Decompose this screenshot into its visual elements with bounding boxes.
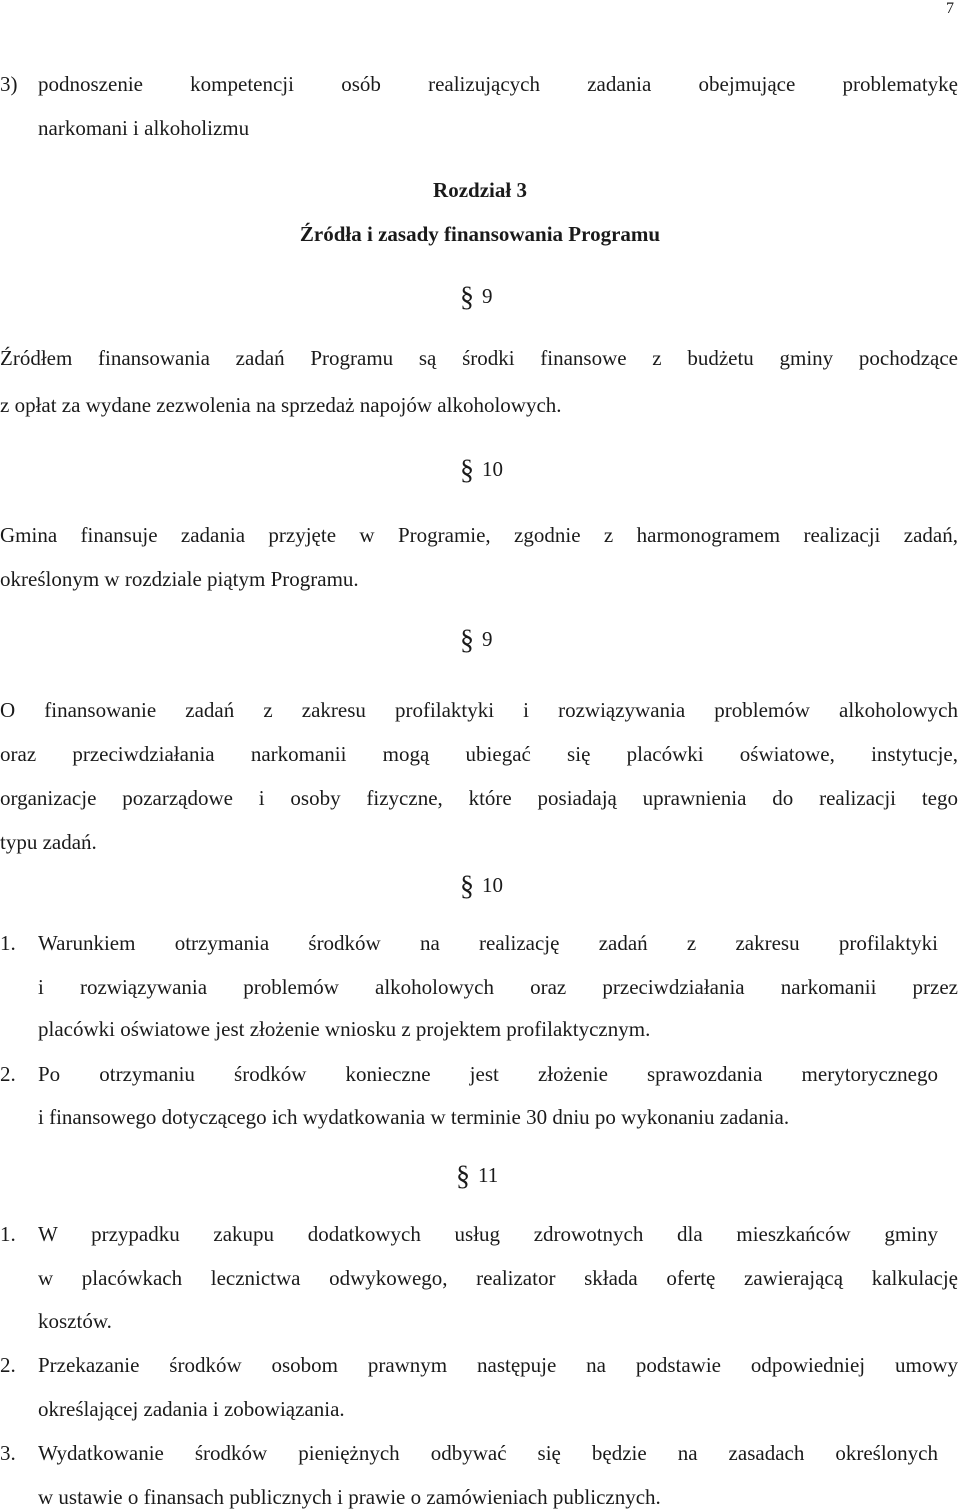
section-number: 11 <box>478 1163 499 1187</box>
list-item-number: 3) <box>0 72 18 96</box>
paragraph-line: określonym w rozdziale piątym Programu. <box>0 567 359 591</box>
list-item-line: i rozwiązywania problemów alkoholowych oraz przeciwdziałania narkomanii przez <box>38 975 958 999</box>
paragraph-line: organizacje pozarządowe i osoby fizyczne, które posiadają uprawnienia do realizacji tego <box>0 786 958 810</box>
section-number: 10 <box>482 457 503 481</box>
list-item-line: określającej zadania i zobowiązania. <box>38 1397 345 1421</box>
section-heading <box>460 456 503 484</box>
list-item-line: kosztów. <box>38 1309 112 1333</box>
paragraph-line: typu zadań. <box>0 830 97 854</box>
list-item-number: 3. <box>0 1441 16 1465</box>
list-item-line: narkomani i alkoholizmu <box>38 116 250 140</box>
list-item-number: 1. <box>0 1222 16 1246</box>
section-heading <box>460 872 503 900</box>
paragraph-line: oraz przeciwdziałania narkomanii mogą ubiegać się placówki oświatowe, instytucje, <box>0 742 958 766</box>
list-item-line: W przypadku zakupu dodatkowych usług zdrowotnych dla mieszkańców gminy <box>38 1222 938 1246</box>
section-sign: § <box>460 871 474 902</box>
list-item-number: 1. <box>0 931 16 955</box>
section-heading <box>460 626 493 654</box>
section-heading <box>460 283 493 311</box>
paragraph-line: z opłat za wydane zezwolenia na sprzedaż napojów alkoholowych. <box>0 393 562 417</box>
paragraph-line: O finansowanie zadań z zakresu profilaktyki i rozwiązywania problemów alkoholowych <box>0 698 958 722</box>
section-sign: § <box>456 1161 470 1192</box>
section-sign: § <box>460 282 474 313</box>
paragraph-line: Gmina finansuje zadania przyjęte w Programie, zgodnie z harmonogramem realizacji zadań, <box>0 523 958 547</box>
list-item-line: Po otrzymaniu środków konieczne jest złożenie sprawozdania merytorycznego <box>38 1062 938 1086</box>
list-item-line: Warunkiem otrzymania środków na realizację zadań z zakresu profilaktyki <box>38 931 938 955</box>
section-sign: § <box>460 455 474 486</box>
list-item-line: Wydatkowanie środków pieniężnych odbywać się będzie na zasadach określonych <box>38 1441 938 1465</box>
page-number: 7 <box>946 0 954 17</box>
list-item-line: i finansowego dotyczącego ich wydatkowania w terminie 30 dniu po wykonaniu zadania. <box>38 1105 790 1129</box>
section-sign: § <box>460 625 474 656</box>
section-number: 9 <box>482 627 493 651</box>
section-number: 9 <box>482 284 493 308</box>
chapter-title: Źródła i zasady finansowania Programu <box>299 222 661 246</box>
list-item-number: 2. <box>0 1353 16 1377</box>
list-item-line: placówki oświatowe jest złożenie wniosku z projektem profilaktycznym. <box>38 1017 651 1041</box>
list-item-line: podnoszenie kompetencji osób realizujących zadania obejmujące problematykę <box>38 72 958 96</box>
chapter-number: Rozdział 3 <box>433 178 527 202</box>
section-number: 10 <box>482 873 503 897</box>
list-item-line: Przekazanie środków osobom prawnym następuje na podstawie odpowiedniej umowy <box>38 1353 958 1377</box>
list-item-line: w ustawie o finansach publicznych i prawie o zamówieniach publicznych. <box>38 1485 661 1509</box>
paragraph-line: Źródłem finansowania zadań Programu są środki finansowe z budżetu gminy pochodzące <box>0 346 958 370</box>
list-item-line: w placówkach lecznictwa odwykowego, realizator składa ofertę zawierającą kalkulację <box>38 1266 958 1290</box>
section-heading <box>456 1162 498 1190</box>
list-item-number: 2. <box>0 1062 16 1086</box>
